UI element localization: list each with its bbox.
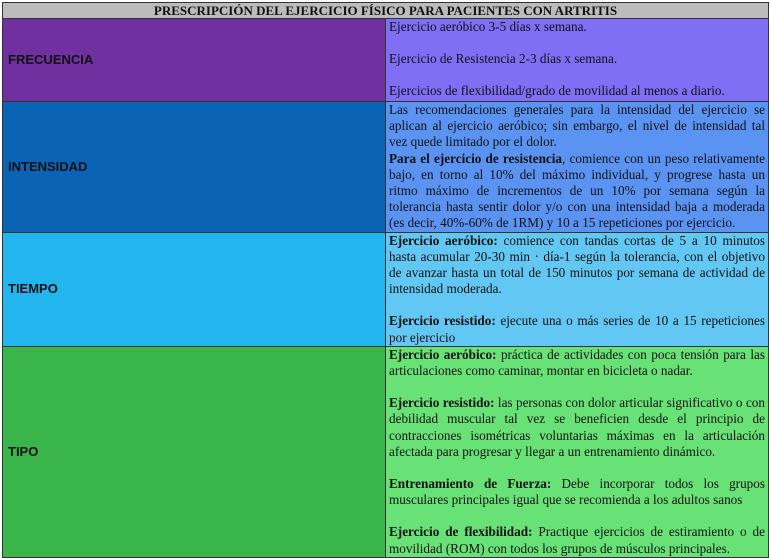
time-aerobic-heading: Ejercicio aeróbico: <box>389 232 498 248</box>
type-flexibility-heading: Ejercicio de flexibilidad: <box>389 524 533 540</box>
type-resistance <box>389 395 765 460</box>
time-aerobic <box>389 233 765 298</box>
freq-line-aerobic: Ejercicio aeróbico 3-5 días x semana. <box>389 19 587 34</box>
text-tipo <box>386 346 769 557</box>
freq-line-resistance: Ejercicio de Resistencia 2-3 días x semana. <box>389 51 618 67</box>
row-intensidad <box>3 102 769 233</box>
intensity-general: Las recomendaciones generales para la intensidad del ejercicio se aplican al ejercicio aeróbico; sin embargo, el nivel de intensidad tal vez quede limitado por el dolor. <box>389 102 765 150</box>
text-intensidad <box>386 102 769 233</box>
table-title: PRESCRIPCIÓN DEL EJERCICIO FÍSICO PARA PACIENTES CON ARTRITIS <box>3 3 769 19</box>
intensity-resistance-heading: Para el ejercicio de resistencia <box>389 150 563 166</box>
prescription-table <box>2 2 769 558</box>
type-resistance-text: las personas con dolor articular significativo o con debilidad muscular tal vez se beneficien desde el principio de contracciones isométricas voluntarias máximas en la articulación afectada para progresar y llegar a un entrenamiento dinámico. <box>389 395 765 459</box>
type-aerobic-text: práctica de actividades con poca tensión para las articulaciones como caminar, montar en bicicleta o nadar. <box>389 346 765 379</box>
text-tiempo <box>386 232 769 346</box>
time-aerobic-text: comience con tandas cortas de 5 a 10 minutos hasta acumular 20-30 min · día-1 según la tolerancia, con el objetivo de avanzar hasta un total de 150 minutos por semana de actividad de intensidad moderada. <box>389 232 765 297</box>
intensity-resistance <box>389 151 765 232</box>
title-row <box>3 3 769 19</box>
label-frecuencia: FRECUENCIA <box>3 19 386 102</box>
type-strength <box>389 476 765 508</box>
freq-line-flexibility: Ejercicios de flexibilidad/grado de movilidad al menos a diario. <box>389 83 725 99</box>
type-flexibility-text: Practique ejercicios de estiramiento o de movilidad (ROM) con todos los grupos de músculos principales. <box>389 524 765 556</box>
row-frecuencia <box>3 19 769 102</box>
time-resistance-text: ejecute una o más series de 10 a 15 repeticiones por ejercicio <box>389 313 766 345</box>
type-aerobic-heading: Ejercicio aeróbico: <box>389 346 497 362</box>
type-strength-heading: Entrenamiento de Fuerza: <box>389 476 552 492</box>
type-flexibility <box>389 524 765 556</box>
label-intensidad: INTENSIDAD <box>3 102 386 233</box>
type-strength-text: Debe incorporar todos los grupos musculares principales igual que se recomienda a los adultos sanos <box>389 476 765 508</box>
time-resistance <box>389 313 765 345</box>
type-resistance-heading: Ejercicio resistido: <box>389 395 495 411</box>
label-tipo: TIPO <box>3 346 386 557</box>
row-tiempo <box>3 232 769 346</box>
row-tipo <box>3 346 769 557</box>
label-tiempo: TIEMPO <box>3 232 386 346</box>
type-aerobic <box>389 347 765 379</box>
intensity-resistance-text: , comience con un peso relativamente bajo, en torno al 10% del máximo individual, y progrese hasta un ritmo máximo de incrementos de un 10% por semana según la tolerancia hasta sentir dolor y/o con una intensidad baja a moderada (es decir, 40%-60% de 1RM) y 10 a 15 repeticiones por ejercicio. <box>389 150 765 231</box>
text-frecuencia <box>386 19 769 102</box>
time-resistance-heading: Ejercicio resistido: <box>389 313 496 329</box>
